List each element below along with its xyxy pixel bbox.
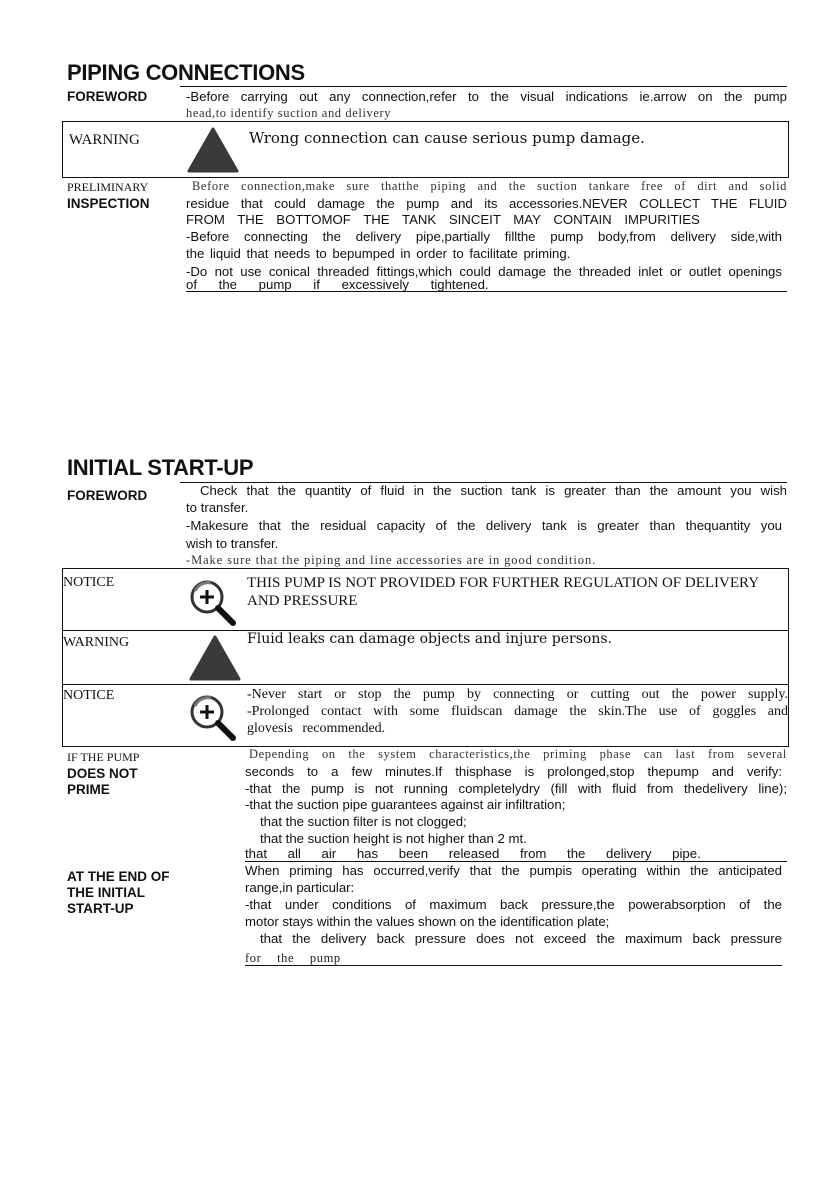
noprime-line-2: seconds to a few minutes.If thisphase is prolonged,stop thepump and verify:	[245, 764, 782, 779]
prelim-line-3: FROM THE BOTTOMOF THE TANK SINCEIT MAY CONTAIN IMPURITIES	[186, 212, 700, 227]
warning-box	[62, 121, 789, 178]
startup-foreword-line-5: -Make sure that the piping and line accessories are in good condition.	[186, 553, 597, 567]
divider	[245, 861, 787, 862]
prelim-line-2: residue that could damage the pump and its accessories.NEVER COLLECT THE FLUID	[186, 196, 787, 211]
prelim-line-5: the liquid that needs to bepumped in order to facilitate priming.	[186, 246, 571, 261]
end-line-4: motor stays within the values shown on the identification plate;	[245, 914, 610, 929]
noprime-line-7: that all air has been released from the delivery pipe.	[245, 846, 701, 861]
notice-text-line-1: -Never start or stop the pump by connecting or cutting out the power supply.	[247, 687, 788, 702]
end-line-1: When priming has occurred,verify that the pumpis operating within the anticipated	[245, 863, 782, 878]
foreword-text-line2: head,to identify suction and delivery	[186, 106, 392, 120]
end-label-3: START-UP	[67, 901, 134, 916]
end-line-2: range,in particular:	[245, 880, 355, 895]
notice-label: NOTICE	[63, 575, 115, 590]
warning-text: Wrong connection can cause serious pump damage.	[249, 129, 645, 147]
notice-text-line-1: THIS PUMP IS NOT PROVIDED FOR FURTHER REGULATION OF DELIVERY	[247, 575, 760, 591]
warning-icon	[187, 127, 239, 173]
preliminary-label: PRELIMINARY	[67, 180, 149, 194]
end-label-2: THE INITIAL	[67, 885, 145, 900]
notice-label: NOTICE	[63, 688, 115, 703]
startup-foreword-line-1: Check that the quantity of fluid in the suction tank is greater than the amount you wish	[200, 483, 787, 498]
warning-text: Fluid leaks can damage objects and injure persons.	[247, 631, 612, 647]
magnifier-icon	[187, 692, 237, 742]
prelim-line-4: -Before connecting the delivery pipe,partially fillthe pump body,from delivery side,with	[186, 229, 782, 244]
notice-text-line-2: -Prolonged contact with some fluidscan damage the skin.The use of goggles and	[247, 704, 788, 719]
magnifier-icon	[187, 577, 237, 627]
prelim-line-1: Before connection,make sure thatthe piping and the suction tankare free of dirt and solid	[192, 179, 787, 193]
divider	[180, 86, 787, 87]
noprime-label-1: IF THE PUMP	[67, 750, 140, 764]
noprime-label-3: PRIME	[67, 782, 110, 797]
section-title-startup: INITIAL START-UP	[67, 455, 254, 480]
warning-icon	[189, 635, 241, 681]
startup-foreword-line-3: -Makesure that the residual capacity of the delivery tank is greater than thequantity you	[186, 518, 782, 533]
noprime-line-5: that the suction filter is not clogged;	[260, 814, 467, 829]
notice-text-line-3: glovesis recommended.	[247, 721, 386, 736]
startup-foreword-line-2: to transfer.	[186, 500, 249, 515]
end-label-1: AT THE END OF	[67, 869, 170, 884]
foreword-text: -Before carrying out any connection,refer to the visual indications ie.arrow on the pump	[186, 89, 787, 104]
noprime-line-1: Depending on the system characteristics,the priming phase can last from several	[249, 747, 787, 761]
foreword-label: FOREWORD	[67, 488, 148, 503]
notice-box	[62, 684, 789, 747]
prelim-line-7: of the pump if excessively tightened.	[186, 277, 489, 292]
end-line-5: that the delivery back pressure does not exceed the maximum back pressure	[260, 931, 782, 946]
end-line-6: for the pump	[245, 951, 341, 965]
notice-text-line-2: AND PRESSURE	[247, 593, 358, 609]
divider	[245, 965, 782, 966]
notice-box	[62, 568, 789, 631]
divider	[186, 291, 787, 292]
noprime-label-2: DOES NOT	[67, 766, 138, 781]
noprime-line-4: -that the suction pipe guarantees against air infiltration;	[245, 797, 566, 812]
warning-box	[62, 629, 789, 685]
prelim-line-6: -Do not use conical threaded fittings,which could damage the threaded inlet or outlet openings	[186, 264, 782, 279]
warning-label: WARNING	[69, 132, 140, 148]
section-title-piping: PIPING CONNECTIONS	[67, 60, 305, 85]
end-line-3: -that under conditions of maximum back pressure,the powerabsorption of the	[245, 897, 782, 912]
inspection-label: INSPECTION	[67, 196, 150, 211]
startup-foreword-line-4: wish to transfer.	[186, 536, 279, 551]
warning-label: WARNING	[63, 635, 130, 650]
noprime-line-3: -that the pump is not running completelydry (fill with fluid from thedelivery line);	[245, 781, 787, 796]
foreword-label: FOREWORD	[67, 89, 148, 104]
noprime-line-6: that the suction height is not higher than 2 mt.	[260, 831, 527, 846]
